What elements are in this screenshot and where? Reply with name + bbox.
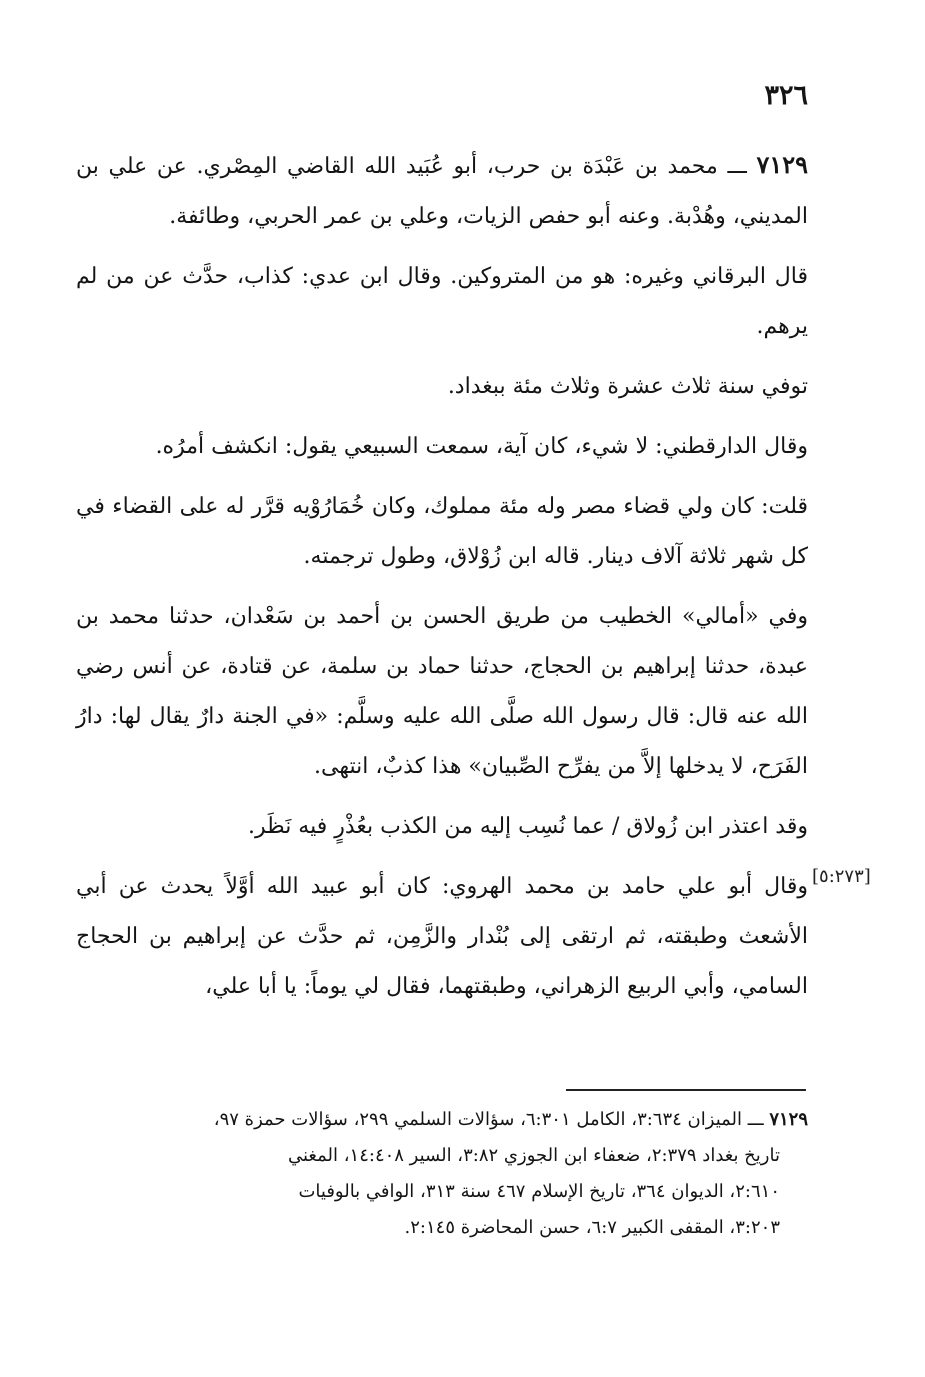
footnote-number: ٧١٢٩ [769, 1109, 808, 1130]
footnote-separator [566, 1089, 806, 1091]
entry-dash: ـــ [727, 154, 747, 179]
paragraph-amali: وفي «أمالي» الخطيب من طريق الحسن بن أحمد بن سَعْدان، حدثنا محمد بن عبدة، حدثنا إبراهيم بن الحجاج، حدثنا حماد بن سلمة، عن قتادة، عن أنس رضي الله عنه قال: قال رسول الله صلَّى الله عليه وسلَّم: «في الجنة دارٌ يقال لها: دارُ الفَرَح، لا يدخلها إلاَّ من يفرِّح الصِّبيان» هذا كذبٌ، انتهى. [76, 604, 808, 779]
footnote-line: تاريخ بغداد ٢:٣٧٩، ضعفاء ابن الجوزي ٣:٨٢، السير ١٤:٤٠٨، المغني [288, 1145, 780, 1166]
entry-number: ٧١٢٩ [756, 150, 808, 179]
margin-reference: [٥:٢٧٣] [812, 866, 871, 887]
main-text [76, 140, 808, 1022]
paragraph-harawi: وقال أبو علي حامد بن محمد الهروي: كان أبو عبيد الله أوَّلاً يحدث عن أبي الأشعث وطبقته، ثم ارتقى إلى بُنْدار والزَّمِن، ثم حدَّث عن إبراهيم بن الحجاج السامي، وأبي الربيع الزهراني، وطبقتهما، فقال لي يوماً: يا أبا علي، [76, 874, 808, 999]
footnote-line: ٣:٢٠٣، المقفى الكبير ٦:٧، حسن المحاضرة ٢:١٤٥. [404, 1217, 780, 1238]
paragraph-death: توفي سنة ثلاث عشرة وثلاث مئة ببغداد. [447, 374, 808, 399]
paragraph-daraqutni: وقال الدارقطني: لا شيء، كان آية، سمعت السبيعي يقول: انكشف أمرُه. [155, 434, 808, 459]
page-number: ٣٢٦ [764, 80, 808, 111]
entry-heading-text: محمد بن عَبْدَة بن حرب، أبو عُبَيد الله القاضي المِصْري. عن علي بن المديني، وهُدْبة. وعنه أبو حفص الزيات، وعلي بن عمر الحربي، وطائفة. [76, 154, 808, 229]
footnote-line: ٢:٦١٠، الديوان ٣٦٤، تاريخ الإسلام ٤٦٧ سنة ٣١٣، الوافي بالوفيات [298, 1181, 780, 1202]
paragraph-ibn-zulaq: وقد اعتذر ابن زُولاق / عما نُسِب إليه من الكذب بعُذْرٍ فيه نَظَر. [248, 814, 808, 839]
footnote-dash: ـــ [747, 1109, 764, 1130]
footnote-line-text: الميزان ٣:٦٣٤، الكامل ٦:٣٠١، سؤالات السلمي ٢٩٩، سؤالات حمزة ٩٧، [213, 1109, 743, 1130]
paragraph-barqani: قال البرقاني وغيره: هو من المتروكين. وقال ابن عدي: كذاب، حدَّث عن من لم يرهم. [76, 264, 808, 339]
footnote [76, 1102, 808, 1246]
paragraph-qultu: قلت: كان ولي قضاء مصر وله مئة مملوك، وكان خُمَارُوْيه قرَّر له على القضاء في كل شهر ثلاثة آلاف دينار. قاله ابن زُوْلاق، وطول ترجمته. [76, 494, 808, 569]
footnote-line [76, 1102, 808, 1138]
entry-heading-paragraph [76, 140, 808, 242]
